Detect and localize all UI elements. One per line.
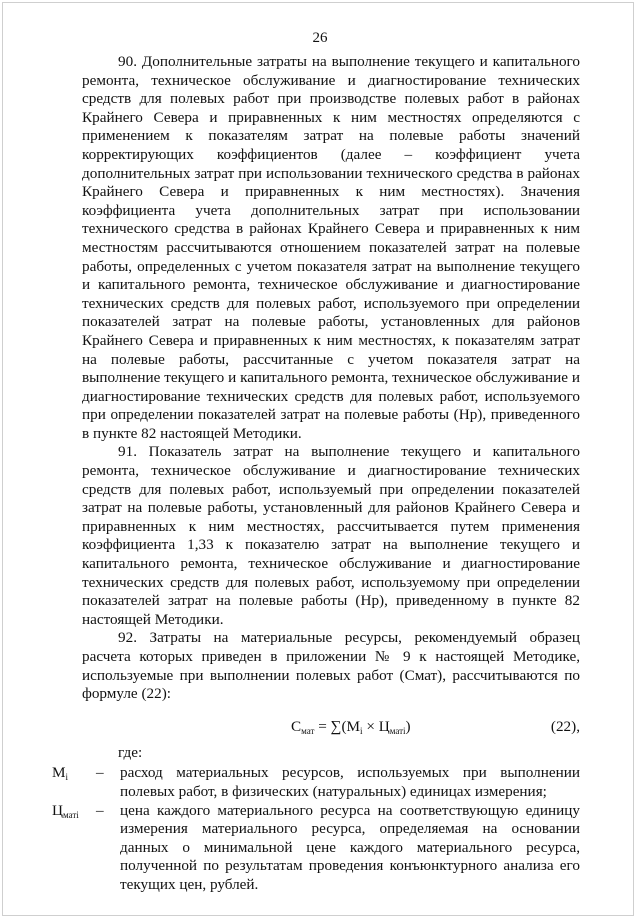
definition-dash: – [96,764,104,782]
formula-expression [291,718,411,736]
definition-text: цена каждого материального ресурса на соответствующую единицу измерения материального ресурса, определяемая на основании данных о минимальной цене каждого материального ресурса, полученной по результатам проведения конъюнктурного анализа его текущих цен, рублей. [120,801,580,893]
definition-dash: – [96,801,104,819]
formula-lhs-subscript: мат [301,725,315,736]
page-number: 26 [312,30,328,46]
formula-number: (22), [550,717,580,735]
formula-22 [82,708,580,744]
document-body [52,53,580,895]
formula-close: ) [405,717,411,735]
formula-m-subscript: i [360,725,363,736]
formula-c-subscript: матi [389,725,406,736]
definition-row [52,801,580,895]
definitions-list [52,764,580,894]
paragraph-90: 90. Дополнительные затраты на выполнение текущего и капитального ремонта, техническое обслуживание и диагностирование технических средств для полевых работ при производстве полевых работ в районах Крайнего Севера и приравненных к ним местностях определяются с применением к показателям затрат на полевые работы значений корректирующих коэффициентов (далее – коэффициент учета дополнительных затрат при использовании технического средства в районах Крайнего Севера и приравненных к ним местностях). Значения коэффициента учета дополнительных затрат при использовании технического средства в районах Крайнего Севера и приравненных к ним местностям рассчитываются отношением показателей затрат на полевые работы, определенных с учетом показателя затрат на выполнение текущего и капитального ремонта, техническое обслуживание и диагностирование технических средств для полевых работ, используемого при определении показателей затрат на полевые работы, установленных для районов Крайнего Севера и приравненных к ним местностях, к показателям затрат на полевые работы, рассчитанные с учетом показателя затрат на выполнение текущего и капитального ремонта, техническое обслуживание и диагностирование технических средств для полевых работ, используемого при определении показателей затрат на полевые работы (Нр), приведенного в пункте 82 настоящей Методики. [82,53,580,442]
paragraph-92: 92. Затраты на материальные ресурсы, рекомендуемый образец расчета которых приведен в приложении № 9 к настоящей Методике, используемые при выполнении полевых работ (Смат), рассчитываются по формуле (22): [82,629,580,703]
formula-equals: = ∑(M [314,717,361,735]
formula-lhs: С [291,717,302,735]
formula-times: × Ц [362,717,390,735]
definition-text: расход материальных ресурсов, используемых при выполнении полевых работ, в физических (натуральных) единицах измерения; [120,764,580,800]
definition-symbol: $M_i$ [52,764,69,783]
definition-symbol: $Ц_{матi}$ [52,801,79,820]
definition-row [52,764,580,801]
where-label: где: [118,743,143,761]
paragraph-91: 91. Показатель затрат на выполнение текущего и капитального ремонта, техническое обслуживание и диагностирование технических средств для полевых работ, используемый при определении показателей затрат на полевые работы, установленный для районов Крайнего Севера и приравненных к ним местностях, рассчитывается путем применения коэффициента 1,33 к показателю затрат на выполнение текущего и капитального ремонта, техническое обслуживание и диагностирование технических средств для полевых работ, используемому при определении показателей затрат на полевые работы (Нр), приведенному в пункте 82 настоящей Методики. [82,443,580,628]
